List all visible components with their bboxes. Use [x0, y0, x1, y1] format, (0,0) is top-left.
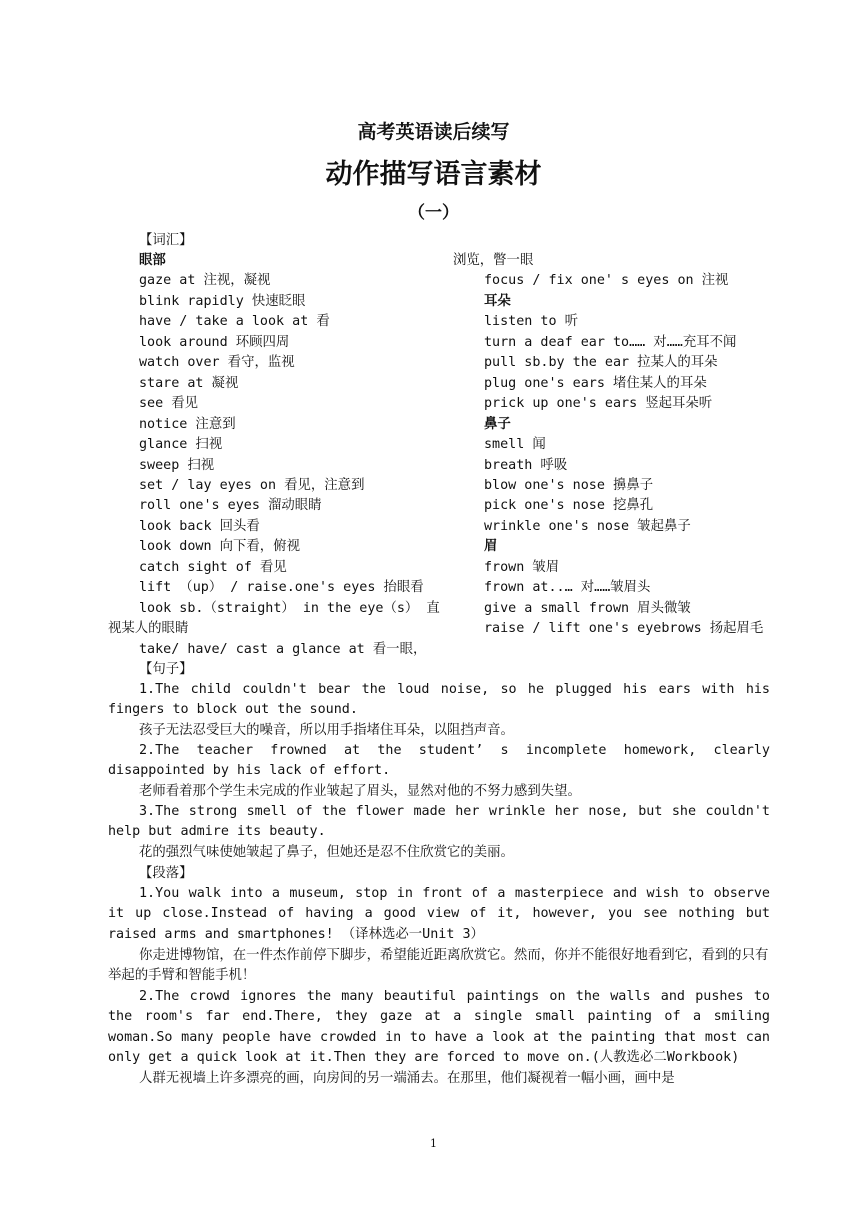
- document-subtitle: 动作描写语言素材: [325, 159, 542, 190]
- vocab-item: blink rapidly 快速眨眼: [139, 293, 306, 309]
- page-number: 1: [430, 1137, 437, 1150]
- section-number: （一）: [408, 203, 459, 223]
- sentences-heading: 【句子】: [139, 662, 193, 677]
- vocab-item: turn a deaf ear to…… 对……充耳不闻: [484, 334, 737, 350]
- vocab-item: roll one's eyes 溜动眼睛: [139, 498, 322, 514]
- document-title: 高考英语读后续写: [357, 121, 510, 143]
- vocab-item: prick up one's ears 竖起耳朵听: [484, 396, 713, 412]
- vocab-item: look down 向下看，俯视: [139, 539, 300, 555]
- vocab-item: notice 注意到: [139, 416, 236, 432]
- vocab-category-heading: 鼻子: [484, 416, 511, 432]
- vocab-item: 浏览，瞥一眼: [453, 253, 534, 268]
- vocab-item: catch sight of 看见: [139, 559, 287, 575]
- vocab-item: focus / fix one' s eyes on 注视: [484, 273, 729, 289]
- paragraph-1-en: 1.You walk into a museum, stop in front of a masterpiece and wish to observe it up close.Instead of having a good view of it, however, you see nothing but raised arms and smartphones! （译林选必一Unit 3）: [108, 886, 770, 942]
- vocab-item: smell 闻: [484, 437, 546, 453]
- sentence-3-zh: 花的强烈气味使她皱起了鼻子，但她还是忍不住欣赏它的美丽。: [139, 845, 514, 860]
- vocab-item: pick one's nose 挖鼻孔: [484, 498, 654, 514]
- vocab-category-heading: 眉: [484, 539, 498, 555]
- vocab-item: glance 扫视: [139, 437, 223, 453]
- sentence-2-en: 2.The teacher frowned at the student’ s incomplete homework, clearly disappointed by his lack of effort.: [108, 743, 770, 779]
- vocab-heading: 【词汇】: [139, 233, 193, 248]
- vocab-category-heading: 耳朵: [484, 293, 511, 309]
- vocab-item: wrinkle one's nose 皱起鼻子: [484, 518, 691, 534]
- vocab-item: look around 环顾四周: [139, 334, 290, 350]
- paragraphs-heading: 【段落】: [139, 866, 193, 881]
- vocab-item: set / lay eyes on 看见，注意到: [139, 477, 365, 493]
- vocab-item: frown at..… 对……皱眉头: [484, 580, 651, 596]
- vocab-item: gaze at 注视，凝视: [139, 273, 271, 289]
- vocab-item: breath 呼吸: [484, 457, 568, 473]
- vocab-item: lift （up） / raise.one's eyes 抬眼看: [139, 580, 424, 596]
- sentence-1-zh: 孩子无法忍受巨大的噪音，所以用手指堵住耳朵，以阻挡声音。: [139, 723, 514, 738]
- vocab-item: take/ have/ cast a glance at 看一眼，: [139, 641, 427, 657]
- vocab-item: look back 回头看: [139, 518, 260, 534]
- vocab-item: 视某人的眼睛: [108, 621, 189, 637]
- paragraph-2-en: 2.The crowd ignores the many beautiful paintings on the walls and pushes to the room's far end.There, they gaze at a single small painting of a smiling woman.So many people have crowded in to have a look at the painting that most can only get a quick look at it.Then they are forced to move on.(人教选必二Workbook): [108, 989, 770, 1066]
- vocab-item: give a small frown 眉头微皱: [484, 600, 691, 616]
- vocab-item: raise / lift one's eyebrows 扬起眉毛: [484, 621, 764, 637]
- sentence-1-en: 1.The child couldn't bear the loud noise, so he plugged his ears with his fingers to block out the sound.: [108, 682, 770, 718]
- vocab-category-heading: 眼部: [139, 253, 166, 268]
- paragraph-2-zh: 人群无视墙上许多漂亮的画，向房间的另一端涌去。在那里，他们凝视着一幅小画，画中是: [139, 1071, 675, 1086]
- vocab-item: watch over 看守，监视: [139, 355, 295, 371]
- vocab-item: listen to 听: [484, 314, 579, 330]
- vocab-item: plug one's ears 堵住某人的耳朵: [484, 375, 707, 391]
- sentence-2-zh: 老师看着那个学生未完成的作业皱起了眉头，显然对他的不努力感到失望。: [139, 784, 581, 799]
- vocab-item: stare at 凝视: [139, 375, 239, 391]
- vocab-item: pull sb.by the ear 拉某人的耳朵: [484, 355, 718, 371]
- vocab-item: see 看见: [139, 396, 199, 412]
- vocab-item: have / take a look at 看: [139, 314, 330, 330]
- sentence-3-en: 3.The strong smell of the flower made her wrinkle her nose, but she couldn't help but admire its beauty.: [108, 804, 770, 840]
- paragraph-1-zh: 你走进博物馆，在一件杰作前停下脚步，希望能近距离欣赏它。然而，你并不能很好地看到它，看到的只有举起的手臂和智能手机！: [108, 948, 769, 984]
- vocab-item: frown 皱眉: [484, 559, 560, 575]
- vocab-item: look sb.（straight） in the eye（s） 直: [139, 600, 440, 616]
- vocab-item: sweep 扫视: [139, 457, 215, 473]
- vocab-item: blow one's nose 擤鼻子: [484, 477, 654, 493]
